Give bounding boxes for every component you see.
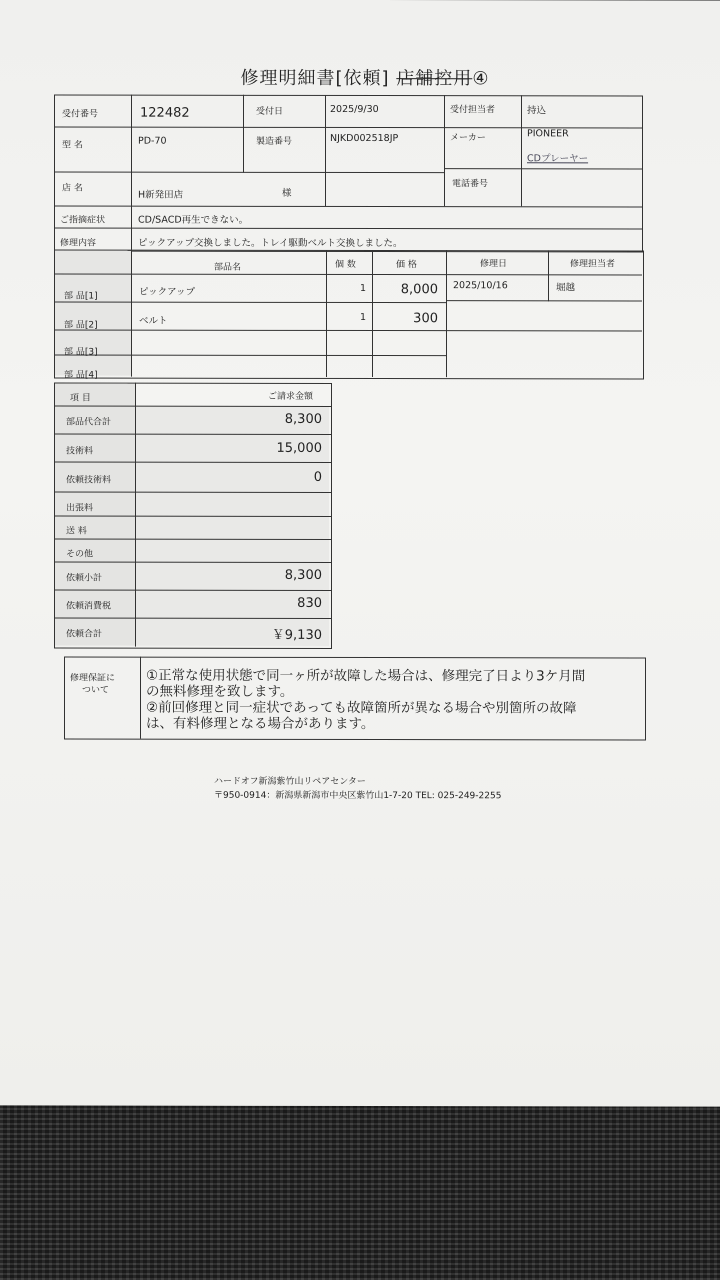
billing-col-amount: ご請求金額 [268,391,314,402]
warranty-label-2: ついて [82,685,110,696]
store-label: 店 名 [62,183,83,194]
billing-row-3-label: 依頼技術料 [66,475,112,486]
warranty-line-1: ①正常な使用状態で同一ヶ所が故障した場合は、修理完了日より3ケ月間 [146,667,586,685]
serial-value: NJKD002518JP [330,132,399,145]
part-row-1-qty: 1 [360,283,367,295]
staff-value: 持込 [527,105,547,117]
billing-row-4-label: 出張料 [66,503,94,514]
billing-row-8-label: 依頼消費税 [66,601,112,612]
warranty-line-4: は、有料修理となる場合があります。 [146,715,375,733]
billing-row-1-amount: 8,300 [284,411,322,427]
part-row-2-qty: 1 [360,312,367,324]
billing-row-8-amount: 830 [297,595,322,611]
staff-label: 受付担当者 [450,105,496,116]
technician-value: 堀越 [556,282,576,294]
document-title [200,64,530,91]
title-struck: 店舗控用 [396,68,473,90]
parts-col-price: 価 格 [396,260,417,271]
warranty-label-1: 修理保証に [70,673,116,684]
receipt-no-value: 122482 [140,105,190,121]
billing-row-2-amount: 15,000 [276,440,322,456]
billing-row-5-label: 送 料 [66,526,87,537]
repair-value: ピックアップ交換しました。トレイ駆動ベルト交換しました。 [138,237,403,250]
parts-col-tech: 修理担当者 [570,259,616,270]
repair-date-value: 2025/10/16 [453,280,508,292]
parts-col-name: 部品名 [214,262,242,273]
warranty-text [146,668,585,733]
model-value: PD-70 [138,135,167,147]
part-row-2-price: 300 [413,311,438,327]
title-number: ④ [472,68,490,90]
title-main: 修理明細書[依頼] [240,67,390,90]
billing-row-2-label: 技術料 [66,446,94,457]
footer-address: 〒950-0914：新潟県新潟市中央区紫竹山1-7-20 TEL: 025-249-2255 [214,790,502,802]
receipt-no-label: 受付番号 [62,109,99,120]
carpet-background [0,1100,720,1280]
billing-row-1-label: 部品代合計 [66,417,112,428]
receipt-date-value: 2025/9/30 [330,103,379,116]
billing-row-9-amount: ￥9,130 [271,627,322,643]
part-row-1-name: ピックアップ [139,286,195,298]
repair-label: 修理内容 [60,238,97,249]
part-row-4-label: 部 品[4] [64,370,98,381]
warranty-line-3: ②前回修理と同一症状であっても故障箇所が異なる場合や別箇所の故障 [146,699,577,717]
warranty-line-2: の無料修理を致します。 [146,683,294,700]
product-type-value: CDプレーヤー [527,153,589,165]
phone-label: 電話番号 [452,179,489,190]
serial-label: 製造番号 [256,136,293,147]
parts-col-date: 修理日 [480,259,508,270]
billing-row-9-label: 依頼合計 [66,629,103,640]
part-row-3-label: 部 品[3] [64,347,98,358]
part-row-2-label: 部 品[2] [64,320,98,331]
parts-col-qty: 個 数 [335,259,356,270]
billing-row-3-amount: 0 [313,469,322,485]
model-label: 型 名 [62,140,83,151]
billing-row-6-label: その他 [66,549,94,560]
footer-company: ハードオフ新潟紫竹山リペアセンター [214,776,366,788]
part-row-1-price: 8,000 [400,282,438,298]
billing-row-7-amount: 8,300 [284,567,322,583]
maker-value: PIONEER [527,128,569,140]
honorific: 様 [282,187,292,199]
symptom-label: ご指摘症状 [60,215,106,226]
symptom-value: CD/SACD再生できない。 [138,214,249,226]
maker-label: メーカー [450,133,486,144]
receipt-date-label: 受付日 [256,106,284,117]
store-value: H新発田店 [138,189,184,201]
billing-col-item: 項 目 [70,393,91,404]
part-row-1-label: 部 品[1] [64,291,98,302]
billing-row-7-label: 依頼小計 [66,573,103,584]
part-row-2-name: ベルト [139,315,168,327]
